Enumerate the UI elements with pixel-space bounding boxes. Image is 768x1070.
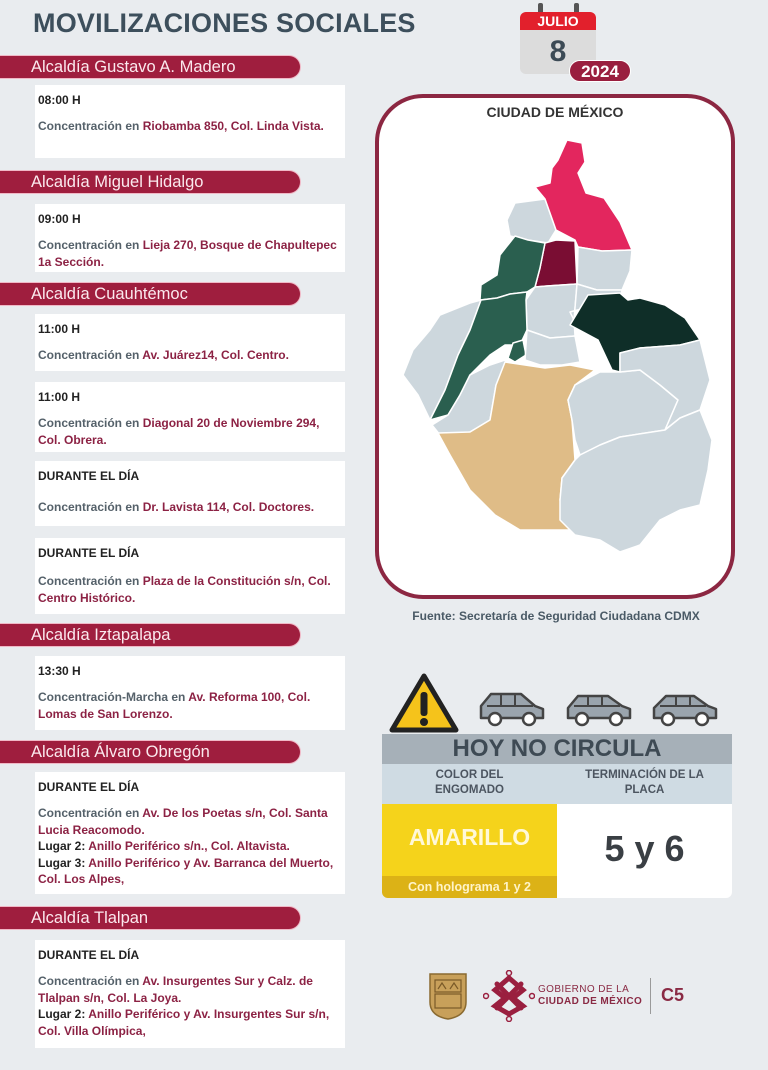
location-label: Lugar 3: xyxy=(38,855,89,870)
event-address: Diagonal 20 de Noviembre 294, Col. Obrera. xyxy=(38,416,320,447)
event-description xyxy=(38,573,342,606)
event-type: Concentración en xyxy=(38,348,143,362)
warning-icon xyxy=(388,672,460,734)
map-panel xyxy=(375,94,735,599)
event-time: 11:00 H xyxy=(38,390,81,404)
calendar-day: 8 xyxy=(520,30,596,74)
footer-logos xyxy=(428,970,698,1022)
event-address: Av. Reforma 100, Col. Lomas de San Lorenzo. xyxy=(38,690,311,721)
event-address: Anillo Periférico y Av. Insurgentes Sur s/n, Col. Villa Olímpica, xyxy=(38,1007,330,1038)
column-placa: TERMINACIÓN DE LA PLACA xyxy=(585,769,704,796)
map-title: CIUDAD DE MÉXICO xyxy=(486,104,624,120)
event-time: DURANTE EL DÍA xyxy=(38,780,140,794)
map-source: Fuente: Secretaría de Seguridad Ciudadana CDMX xyxy=(412,609,700,623)
event-description xyxy=(38,689,342,722)
event-address: Av. De los Poetas s/n, Col. Santa Lucia Reacomodo. xyxy=(38,806,328,837)
hoy-no-circula-title: HOY NO CIRCULA xyxy=(382,734,732,764)
event-card xyxy=(35,85,345,158)
column-engomado: COLOR DEL ENGOMADO xyxy=(435,769,504,796)
calendar-month: JULIO xyxy=(520,12,596,30)
cdmx-coat-of-arms-icon xyxy=(428,972,468,1020)
calendar-year: 2024 xyxy=(569,60,631,82)
event-time: 09:00 H xyxy=(38,212,81,226)
event-description xyxy=(38,805,342,888)
section-header-miguel-hidalgo: Alcaldía Miguel Hidalgo xyxy=(0,171,300,193)
event-description xyxy=(38,237,342,270)
car-icon xyxy=(477,688,547,728)
event-description xyxy=(38,415,342,448)
event-address: Av. Juárez14, Col. Centro. xyxy=(142,348,289,362)
event-type: Concentración en xyxy=(38,416,143,430)
event-card xyxy=(35,940,345,1048)
map-region-venustiano-carranza xyxy=(577,247,632,290)
event-description xyxy=(38,118,342,135)
event-address: Av. Insurgentes Sur y Calz. de Tlalpan s/n, Col. La Joya. xyxy=(38,974,313,1005)
event-time: DURANTE EL DÍA xyxy=(38,948,140,962)
location-label: Lugar 2: xyxy=(38,1007,89,1021)
event-time: DURANTE EL DÍA xyxy=(38,546,140,560)
event-address: Lieja 270, Bosque de Chapultepec 1a Sección. xyxy=(38,238,337,269)
engomado-color: AMARILLO xyxy=(382,804,557,876)
event-description xyxy=(38,973,342,1039)
event-type: Concentración en xyxy=(38,974,143,988)
event-type: Concentración en xyxy=(38,119,143,133)
section-header-cuauhtemoc: Alcaldía Cuauhtémoc xyxy=(0,283,300,305)
page-title: MOVILIZACIONES SOCIALES xyxy=(33,8,416,38)
event-card xyxy=(35,382,345,452)
hoy-no-circula-columns xyxy=(382,764,732,804)
car-icon xyxy=(564,688,634,728)
gobierno-cdmx-logo-icon xyxy=(483,970,535,1022)
section-header-alvaro-obregon: Alcaldía Álvaro Obregón xyxy=(0,741,300,763)
section-header-tlalpan: Alcaldía Tlalpan xyxy=(0,907,300,929)
event-card xyxy=(35,204,345,272)
section-header-iztapalapa: Alcaldía Iztapalapa xyxy=(0,624,300,646)
hoy-no-circula-panel xyxy=(382,672,732,900)
event-card xyxy=(35,314,345,371)
car-icon xyxy=(650,688,720,728)
event-address: Anillo Periférico s/n., Col. Altavista. xyxy=(88,839,290,853)
event-description xyxy=(38,499,342,516)
gov-line-2: CIUDAD DE MÉXICO xyxy=(538,996,643,1007)
event-type: Concentración-Marcha en xyxy=(38,690,189,704)
event-card xyxy=(35,461,345,526)
section-header-gustavo-a-madero: Alcaldía Gustavo A. Madero xyxy=(0,56,300,78)
event-type: Concentración en xyxy=(38,806,143,820)
event-time: 11:00 H xyxy=(38,322,81,336)
event-card xyxy=(35,772,345,894)
event-address: Dr. Lavista 114, Col. Doctores. xyxy=(142,500,315,514)
event-time: DURANTE EL DÍA xyxy=(38,469,140,483)
event-address: Anillo Periférico y Av. Barranca del Muerto, Col. Los Alpes, xyxy=(38,855,334,886)
hologram-note: Con holograma 1 y 2 xyxy=(382,876,557,898)
event-type: Concentración en xyxy=(38,574,143,588)
event-card xyxy=(35,656,345,730)
gobierno-cdmx-wordmark xyxy=(538,984,642,1008)
event-time: 13:30 H xyxy=(38,664,81,678)
event-address: Riobamba 850, Col. Linda Vista. xyxy=(142,119,324,133)
gov-line-1: GOBIERNO DE LA xyxy=(538,984,630,995)
map-region-benito-juarez xyxy=(526,284,577,338)
logo-divider xyxy=(650,978,651,1014)
event-card xyxy=(35,538,345,614)
location-label: Lugar 2: xyxy=(38,839,89,853)
event-address: Plaza de la Constitución s/n, Col. Centro Histórico. xyxy=(38,574,331,605)
event-time: 08:00 H xyxy=(38,93,81,107)
event-type: Concentración en xyxy=(38,238,143,252)
event-type: Concentración en xyxy=(38,500,143,514)
cdmx-map xyxy=(379,98,731,595)
plate-endings: 5 y 6 xyxy=(557,804,732,898)
c5-logo: C5 xyxy=(661,985,685,1005)
event-description xyxy=(38,347,342,364)
